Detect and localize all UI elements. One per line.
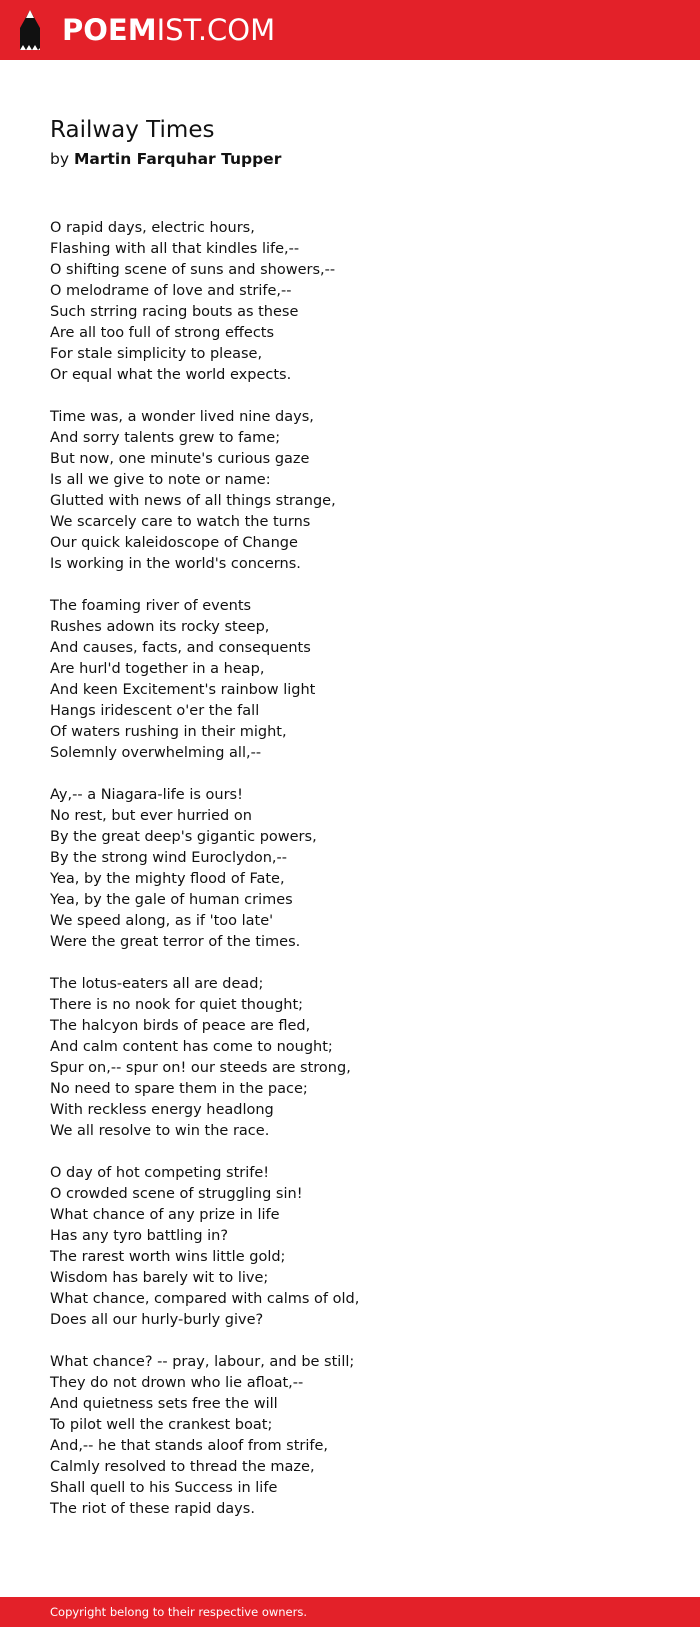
poem-line: We speed along, as if 'too late'	[50, 913, 274, 929]
logo-text-strong: POEM	[62, 13, 157, 47]
poem-line: Ay,-- a Niagara-life is ours!	[50, 787, 243, 803]
poem-stanza	[50, 218, 650, 386]
poem-line: They do not drown who lie afloat,--	[50, 1375, 304, 1391]
poem-stanza	[50, 1163, 650, 1331]
poem-line: Wisdom has barely wit to live;	[50, 1270, 269, 1286]
poem-line: Of waters rushing in their might,	[50, 724, 287, 740]
poem-line: Our quick kaleidoscope of Change	[50, 535, 298, 551]
poem-line: By the strong wind Euroclydon,--	[50, 850, 287, 866]
poem-line: And sorry talents grew to fame;	[50, 430, 281, 446]
poem-byline	[50, 148, 281, 170]
poem-line: Are hurl'd together in a heap,	[50, 661, 265, 677]
logo-text-light: IST.COM	[156, 13, 276, 47]
poem-line: What chance? -- pray, labour, and be still;	[50, 1354, 355, 1370]
poem-stanza	[50, 596, 650, 764]
poem-line: Time was, a wonder lived nine days,	[50, 409, 314, 425]
poem-line: Flashing with all that kindles life,--	[50, 241, 300, 257]
by-label: by	[50, 150, 70, 168]
poem-line: Does all our hurly-burly give?	[50, 1312, 264, 1328]
copyright-text: Copyright belong to their respective owners.	[50, 1605, 308, 1619]
poem-line: To pilot well the crankest boat;	[50, 1417, 273, 1433]
poem-line: Or equal what the world expects.	[50, 367, 292, 383]
poem-line: Has any tyro battling in?	[50, 1228, 229, 1244]
poem-line: Calmly resolved to thread the maze,	[50, 1459, 315, 1475]
poem-line: O melodrame of love and strife,--	[50, 283, 292, 299]
poem-line: With reckless energy headlong	[50, 1102, 274, 1118]
poem-line: O shifting scene of suns and showers,--	[50, 262, 336, 278]
poem-line: But now, one minute's curious gaze	[50, 451, 310, 467]
poem-stanza	[50, 974, 650, 1142]
poem-line: O crowded scene of struggling sin!	[50, 1186, 303, 1202]
poem-line: And keen Excitement's rainbow light	[50, 682, 316, 698]
poem-line: Hangs iridescent o'er the fall	[50, 703, 260, 719]
poem-line: And,-- he that stands aloof from strife,	[50, 1438, 329, 1454]
poem-line: By the great deep's gigantic powers,	[50, 829, 317, 845]
poem-line: O rapid days, electric hours,	[50, 220, 255, 236]
pencil-icon[interactable]	[16, 8, 44, 52]
poem-author: Martin Farquhar Tupper	[73, 150, 282, 168]
poem-line: Glutted with news of all things strange,	[50, 493, 336, 509]
poem-line: What chance of any prize in life	[50, 1207, 280, 1223]
poem-line: Rushes adown its rocky steep,	[50, 619, 270, 635]
poem-line: Are all too full of strong effects	[50, 325, 275, 341]
poem-line: And causes, facts, and consequents	[50, 640, 311, 656]
poem-line: Shall quell to his Success in life	[50, 1480, 278, 1496]
poem-line: We all resolve to win the race.	[50, 1123, 270, 1139]
poem-line: Were the great terror of the times.	[50, 934, 301, 950]
poem-line: Yea, by the mighty flood of Fate,	[50, 871, 285, 887]
poem-stanza	[50, 1352, 650, 1520]
poem-line: The halcyon birds of peace are fled,	[50, 1018, 311, 1034]
poem-line: Is all we give to note or name:	[50, 472, 271, 488]
poem-line: O day of hot competing strife!	[50, 1165, 270, 1181]
poem-line: Is working in the world's concerns.	[50, 556, 301, 572]
site-logo[interactable]	[62, 13, 275, 47]
poem-line: No need to spare them in the pace;	[50, 1081, 308, 1097]
poem-line: No rest, but ever hurried on	[50, 808, 252, 824]
poem-line: There is no nook for quiet thought;	[50, 997, 304, 1013]
poem-line: And quietness sets free the will	[50, 1396, 278, 1412]
poem-line: Spur on,-- spur on! our steeds are strong,	[50, 1060, 351, 1076]
poem-line: The lotus-eaters all are dead;	[50, 976, 264, 992]
poem-title: Railway Times	[50, 117, 215, 143]
poem-line: What chance, compared with calms of old,	[50, 1291, 360, 1307]
site-footer	[0, 1597, 700, 1627]
poem-line: The foaming river of events	[50, 598, 252, 614]
poem-stanza	[50, 407, 650, 575]
poem-stanza	[50, 785, 650, 953]
poem-line: We scarcely care to watch the turns	[50, 514, 311, 530]
site-header	[0, 0, 700, 60]
poem-line: Yea, by the gale of human crimes	[50, 892, 293, 908]
poem-line: The rarest worth wins little gold;	[50, 1249, 286, 1265]
poem-line: The riot of these rapid days.	[50, 1501, 255, 1517]
poem-line: For stale simplicity to please,	[50, 346, 263, 362]
poem-body	[50, 218, 650, 1541]
poem-line: Solemnly overwhelming all,--	[50, 745, 262, 761]
poem-line: Such strring racing bouts as these	[50, 304, 299, 320]
poem-line: And calm content has come to nought;	[50, 1039, 333, 1055]
